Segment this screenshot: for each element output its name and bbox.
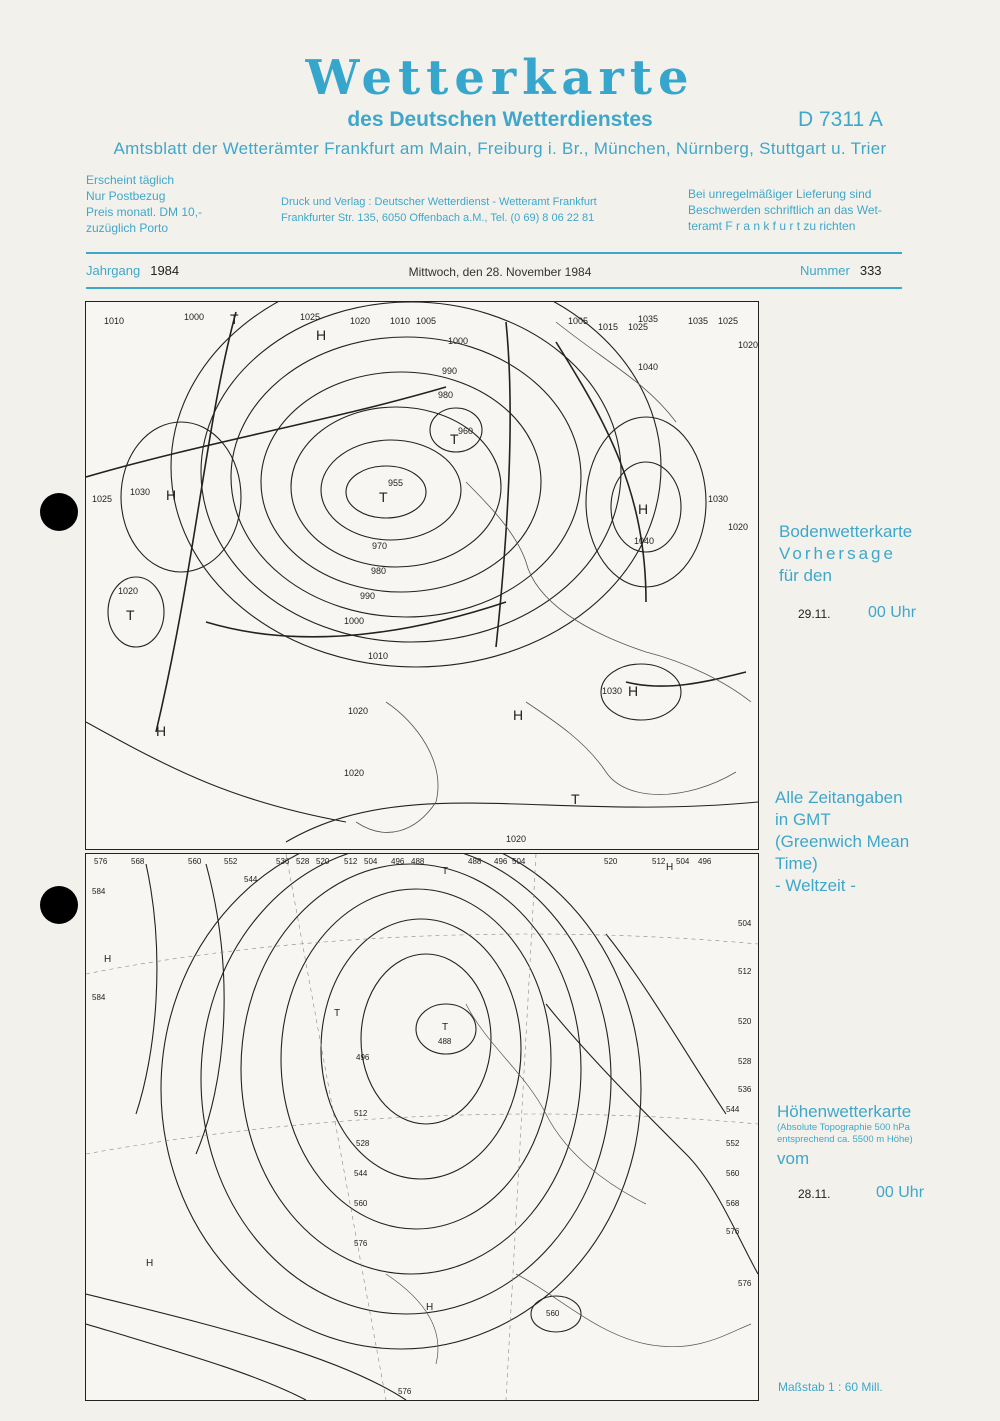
front xyxy=(156,312,236,732)
isobar xyxy=(86,722,346,822)
contour xyxy=(86,1324,306,1400)
contour-label: 512 xyxy=(344,857,358,866)
coastline xyxy=(356,702,438,832)
isobar-label: 1000 xyxy=(344,616,365,626)
pressure-center: T xyxy=(571,791,580,807)
upper-coastlines xyxy=(386,1004,751,1364)
rule-top xyxy=(86,252,902,254)
number-value: 333 xyxy=(859,263,882,278)
height-center: H xyxy=(146,1258,154,1269)
info-left-line: Preis monatl. DM 10,- xyxy=(86,205,203,219)
contour-label: 544 xyxy=(244,875,258,884)
contour xyxy=(606,934,726,1114)
contour-label: 488 xyxy=(468,857,482,866)
contour-label: 504 xyxy=(512,857,526,866)
contour-label: 560 xyxy=(546,1309,560,1318)
isobar-label: 960 xyxy=(458,426,474,436)
height-center: T xyxy=(442,1022,449,1033)
times-line: (Greenwich Mean xyxy=(775,832,910,851)
info-left-line: zuzüglich Porto xyxy=(86,221,169,235)
contour-label: 584 xyxy=(92,887,106,896)
contour-label: 576 xyxy=(726,1227,740,1236)
info-left xyxy=(86,172,202,236)
isobar-label: 1020 xyxy=(348,706,369,716)
info-center-line: Druck und Verlag : Deutscher Wetterdienst - Wetteramt Frankfurt xyxy=(281,196,597,208)
isobar-label: 955 xyxy=(388,478,404,488)
isobar-label: 1020 xyxy=(728,522,749,532)
contour xyxy=(361,954,491,1124)
coastline xyxy=(386,1274,438,1364)
surface-labels xyxy=(92,311,758,844)
punch-hole-bottom xyxy=(40,886,78,924)
info-center xyxy=(281,194,597,226)
surface-isobars xyxy=(86,302,758,842)
isobar-label: 1025 xyxy=(628,322,649,332)
upper-map-svg xyxy=(86,854,758,1400)
isobar-label: 1020 xyxy=(118,586,139,596)
isobar-label: 1040 xyxy=(638,362,659,372)
height-center: T xyxy=(334,1008,341,1019)
pressure-center: H xyxy=(316,327,327,343)
times-note xyxy=(775,787,909,897)
contour-label: 488 xyxy=(438,1037,452,1046)
isobar xyxy=(321,440,461,540)
caption-line: Vorhersage xyxy=(779,544,896,563)
upper-map-caption: Höhenwetterkarte xyxy=(777,1102,912,1121)
isobar-label: 980 xyxy=(438,390,454,400)
contour-label: 568 xyxy=(726,1199,740,1208)
info-center-line: Frankfurter Str. 135, 6050 Offenbach a.M., Tel. (0 69) 8 06 22 81 xyxy=(281,212,595,224)
surface-hour: 00 Uhr xyxy=(868,604,917,621)
isobar xyxy=(121,422,241,572)
pressure-center: T xyxy=(450,431,459,447)
front xyxy=(86,387,446,477)
coastline xyxy=(466,482,751,702)
coastline xyxy=(526,702,736,795)
contour-label: 544 xyxy=(726,1105,740,1114)
isobar-label: 1030 xyxy=(602,686,623,696)
pressure-center: H xyxy=(166,487,177,503)
times-line: in GMT xyxy=(775,810,831,829)
contour-label: 560 xyxy=(354,1199,368,1208)
masthead-subtitle: des Deutschen Wetterdienstes xyxy=(347,108,653,131)
contour-label: 560 xyxy=(188,857,202,866)
contour-label: 544 xyxy=(354,1169,368,1178)
times-line: Time) xyxy=(775,854,818,873)
number-label: Nummer xyxy=(800,263,850,278)
isobar-label: 1000 xyxy=(448,336,469,346)
times-line: Alle Zeitangaben xyxy=(775,788,903,807)
isobar-label: 1020 xyxy=(350,316,371,326)
pressure-center: H xyxy=(628,683,639,699)
contour-label: 528 xyxy=(356,1139,370,1148)
isobar-label: 990 xyxy=(442,366,458,376)
contour-label: 560 xyxy=(726,1169,740,1178)
times-line: - Weltzeit - xyxy=(775,876,856,895)
upper-map-prep: vom xyxy=(777,1149,810,1168)
contour xyxy=(86,1294,406,1400)
official-gazette-line: Amtsblatt der Wetterämter Frankfurt am Main, Freiburg i. Br., München, Nürnberg, Stuttgart u. Trier xyxy=(113,139,887,158)
info-right-line: Bei unregelmäßiger Lieferung sind xyxy=(688,187,872,201)
contour-label: 568 xyxy=(131,857,145,866)
caption-line: für den xyxy=(779,566,832,585)
isobar-label: 970 xyxy=(372,541,388,551)
info-right-line: teramt F r a n k f u r t zu richten xyxy=(688,219,856,233)
contour xyxy=(241,864,581,1274)
height-center: T xyxy=(442,866,449,877)
isobar-label: 1005 xyxy=(416,316,437,326)
isobar-label: 1035 xyxy=(688,316,709,326)
upper-labels xyxy=(92,857,752,1396)
isobar-label: 1000 xyxy=(184,312,205,322)
pressure-center: H xyxy=(638,501,649,517)
caption-line: Bodenwetterkarte xyxy=(779,522,913,541)
contour-label: 536 xyxy=(276,857,290,866)
contour-label: 520 xyxy=(738,1017,752,1026)
contour-label: 496 xyxy=(494,857,508,866)
contour-label: 496 xyxy=(698,857,712,866)
isobar-label: 1010 xyxy=(390,316,411,326)
upper-date: 28.11. xyxy=(798,1187,831,1201)
surface-map-svg xyxy=(86,302,758,849)
isobar-label: 1025 xyxy=(300,312,321,322)
pressure-center: H xyxy=(513,707,524,723)
contour-label: 512 xyxy=(652,857,666,866)
contour-label: 584 xyxy=(92,993,106,1002)
contour xyxy=(136,864,157,1114)
upper-grid xyxy=(86,854,758,1400)
contour-label: 520 xyxy=(316,857,330,866)
contour-label: 576 xyxy=(398,1387,412,1396)
surface-date: 29.11. xyxy=(798,607,831,621)
height-center: H xyxy=(426,1302,434,1313)
issue-number xyxy=(800,263,882,278)
isobar-label: 1020 xyxy=(344,768,365,778)
contour-label: 576 xyxy=(354,1239,368,1248)
pressure-center: T xyxy=(379,489,388,505)
contour-label: 504 xyxy=(676,857,690,866)
height-center: H xyxy=(104,954,112,965)
map-scale: Maßstab 1 : 60 Mill. xyxy=(778,1380,883,1394)
isobar-label: 1020 xyxy=(738,340,758,350)
isobar-label: 1035 xyxy=(638,314,659,324)
note-line: (Absolute Topographie 500 hPa xyxy=(777,1122,910,1133)
year-value: 1984 xyxy=(150,263,180,278)
contour-label: 552 xyxy=(726,1139,740,1148)
isobar-label: 1040 xyxy=(634,536,655,546)
coastline xyxy=(466,1004,646,1204)
surface-map-caption xyxy=(779,521,912,587)
masthead-title: Wetterkarte xyxy=(305,50,695,106)
front xyxy=(496,322,510,647)
publication-code: D 7311 A xyxy=(798,108,883,131)
contour-label: 512 xyxy=(354,1109,368,1118)
isobar-label: 1025 xyxy=(718,316,739,326)
isobar-label: 1025 xyxy=(92,494,113,504)
pressure-center: T xyxy=(126,607,135,623)
rule-bottom xyxy=(86,287,902,289)
contour xyxy=(161,854,641,1349)
note-line: entsprechend ca. 5500 m Höhe) xyxy=(777,1134,913,1145)
info-right-line: Beschwerden schriftlich an das Wet- xyxy=(688,203,882,217)
height-center: H xyxy=(666,862,674,873)
isobar-label: 1010 xyxy=(104,316,125,326)
contour-label: 504 xyxy=(364,857,378,866)
issue-date: Mittwoch, den 28. November 1984 xyxy=(408,265,592,279)
contour-label: 512 xyxy=(738,967,752,976)
info-right xyxy=(688,186,882,234)
isobar xyxy=(231,337,581,617)
pressure-center: T xyxy=(230,311,239,327)
upper-air-map xyxy=(85,853,759,1401)
isobar-label: 1005 xyxy=(568,316,589,326)
contour-label: 552 xyxy=(224,857,238,866)
isobar-label: 1030 xyxy=(708,494,729,504)
contour-label: 528 xyxy=(296,857,310,866)
punch-hole-top xyxy=(40,493,78,531)
isobar-label: 1020 xyxy=(506,834,527,844)
contour-label: 496 xyxy=(391,857,405,866)
info-left-line: Nur Postbezug xyxy=(86,189,166,203)
pressure-center: H xyxy=(156,723,167,739)
contour-label: 496 xyxy=(356,1053,370,1062)
isobar-label: 980 xyxy=(371,566,387,576)
upper-hour: 00 Uhr xyxy=(876,1184,925,1201)
contour-label: 504 xyxy=(738,919,752,928)
gridline xyxy=(86,1114,758,1154)
isobar-label: 990 xyxy=(360,591,376,601)
isobar-label: 1030 xyxy=(130,487,151,497)
contour-label: 536 xyxy=(738,1085,752,1094)
contour-label: 576 xyxy=(738,1279,752,1288)
surface-weather-map xyxy=(85,301,759,850)
front xyxy=(626,672,746,686)
isobar-label: 1015 xyxy=(598,322,619,332)
contour-label: 488 xyxy=(411,857,425,866)
contour-label: 576 xyxy=(94,857,108,866)
upper-map-note xyxy=(777,1122,913,1146)
info-left-line: Erscheint täglich xyxy=(86,173,175,187)
contour-label: 520 xyxy=(604,857,618,866)
year-label: Jahrgang xyxy=(86,263,141,278)
contour-label: 528 xyxy=(738,1057,752,1066)
surface-coastlines xyxy=(356,322,751,832)
isobar-label: 1010 xyxy=(368,651,389,661)
